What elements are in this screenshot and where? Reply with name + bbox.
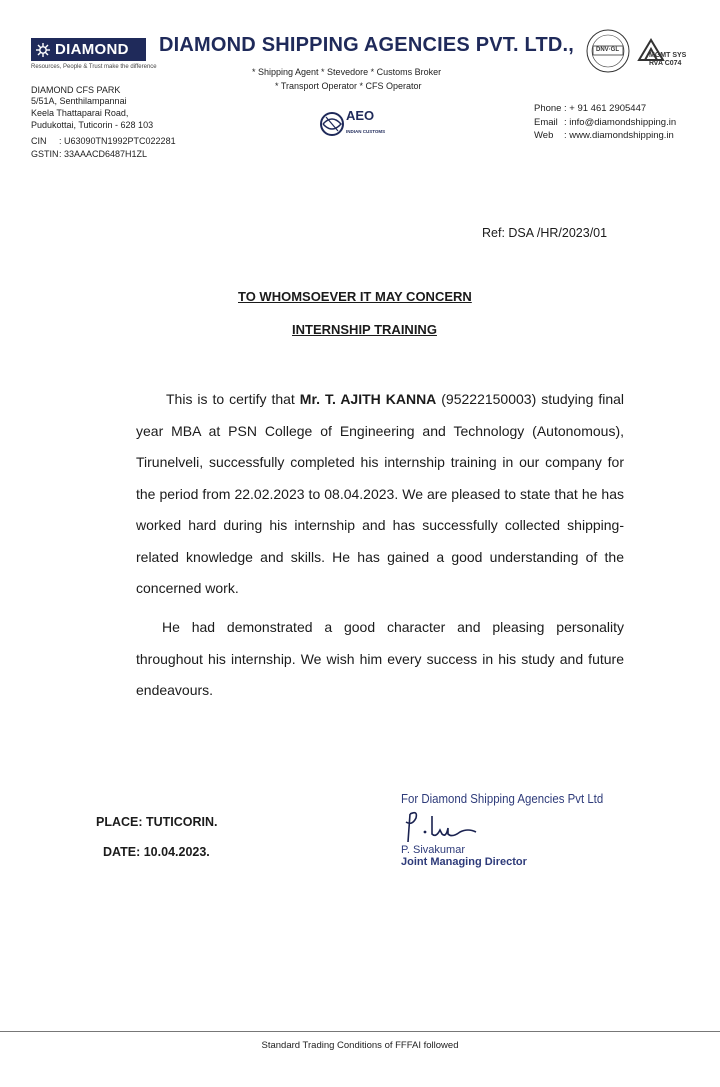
place: PLACE: TUTICORIN. bbox=[96, 815, 218, 829]
gstin-line bbox=[31, 149, 147, 160]
aeo-text: AEO bbox=[346, 108, 375, 123]
address-line: Keela Thattaparai Road, bbox=[31, 108, 129, 118]
body-paragraph-2: He had demonstrated a good character and pleasing personality throughout his internship. We wish him every success in his study and future endeavours. bbox=[136, 619, 624, 698]
email-value: : info@diamondshipping.in bbox=[564, 117, 677, 128]
diamond-emblem-icon bbox=[31, 38, 55, 61]
phone-line bbox=[534, 103, 646, 114]
rva-text: MGMT SYS RvA C074 bbox=[649, 52, 687, 67]
footer-text: Standard Trading Conditions of FFFAI followed bbox=[261, 1040, 459, 1051]
email-line bbox=[534, 117, 676, 128]
p1-body: (95222150003) studying final year MBA at PSN College of Engineering and Technology (Autonomous), Tirunelveli, successfully completed his internship training in our company for the period from 22.02.2023 to 08.04.2023. We are pleased to state that he has worked hard during his internship and has successfully collected shipping-related knowledge and skills. He has gained a good understanding of the concerned work. bbox=[136, 391, 625, 596]
address-line: 5/51A, Senthilampannai bbox=[31, 96, 127, 106]
intern-name: Mr. T. AJITH KANNA bbox=[299, 391, 437, 407]
letter-subheading: INTERNSHIP TRAINING bbox=[292, 322, 437, 337]
address-line: Pudukottai, Tuticorin - 628 103 bbox=[31, 120, 154, 130]
company-logo bbox=[31, 38, 146, 61]
letter-heading: TO WHOMSOEVER IT MAY CONCERN bbox=[238, 289, 472, 304]
dnv-certification-badge bbox=[585, 28, 631, 74]
cin-label: CIN bbox=[31, 136, 47, 146]
phone-value: : + 91 461 2905447 bbox=[564, 103, 647, 114]
dnv-text: DNV·GL bbox=[596, 47, 619, 53]
cin-line bbox=[31, 136, 176, 147]
company-name: DIAMOND SHIPPING AGENCIES PVT. LTD., bbox=[159, 34, 575, 56]
footer-divider bbox=[0, 1031, 720, 1032]
web-value: : www.diamondshipping.in bbox=[564, 130, 674, 141]
address-line: DIAMOND CFS PARK bbox=[31, 85, 121, 95]
rva-certification-badge bbox=[635, 38, 685, 86]
date: DATE: 10.04.2023. bbox=[103, 845, 210, 859]
email-label: Email bbox=[534, 117, 558, 128]
web-line bbox=[534, 130, 674, 141]
handwritten-signature bbox=[398, 808, 488, 844]
aeo-logo bbox=[318, 106, 388, 140]
signer-name: P. Sivakumar bbox=[401, 844, 465, 856]
logo-text: DIAMOND bbox=[55, 41, 129, 58]
gstin-value: : 33AAACD6487H1ZL bbox=[59, 149, 148, 159]
signer-title: Joint Managing Director bbox=[401, 856, 527, 868]
body-paragraph-1 bbox=[136, 384, 624, 605]
reference-number: Ref: DSA /HR/2023/01 bbox=[482, 226, 608, 240]
gstin-label: GSTIN bbox=[31, 149, 59, 159]
cin-value: : U63090TN1992PTC022281 bbox=[59, 136, 176, 146]
p1-intro: This is to certify that bbox=[166, 391, 300, 407]
web-label: Web bbox=[534, 130, 554, 141]
services-line-2: * Transport Operator * CFS Operator bbox=[275, 81, 422, 91]
company-stamp: For Diamond Shipping Agencies Pvt Ltd bbox=[401, 791, 604, 806]
phone-label: Phone bbox=[534, 103, 562, 114]
services-line-1: * Shipping Agent * Stevedore * Customs Broker bbox=[252, 67, 442, 77]
tagline: Resources, People & Trust make the difference bbox=[31, 64, 157, 70]
aeo-subtext: INDIAN CUSTOMS bbox=[346, 129, 386, 134]
